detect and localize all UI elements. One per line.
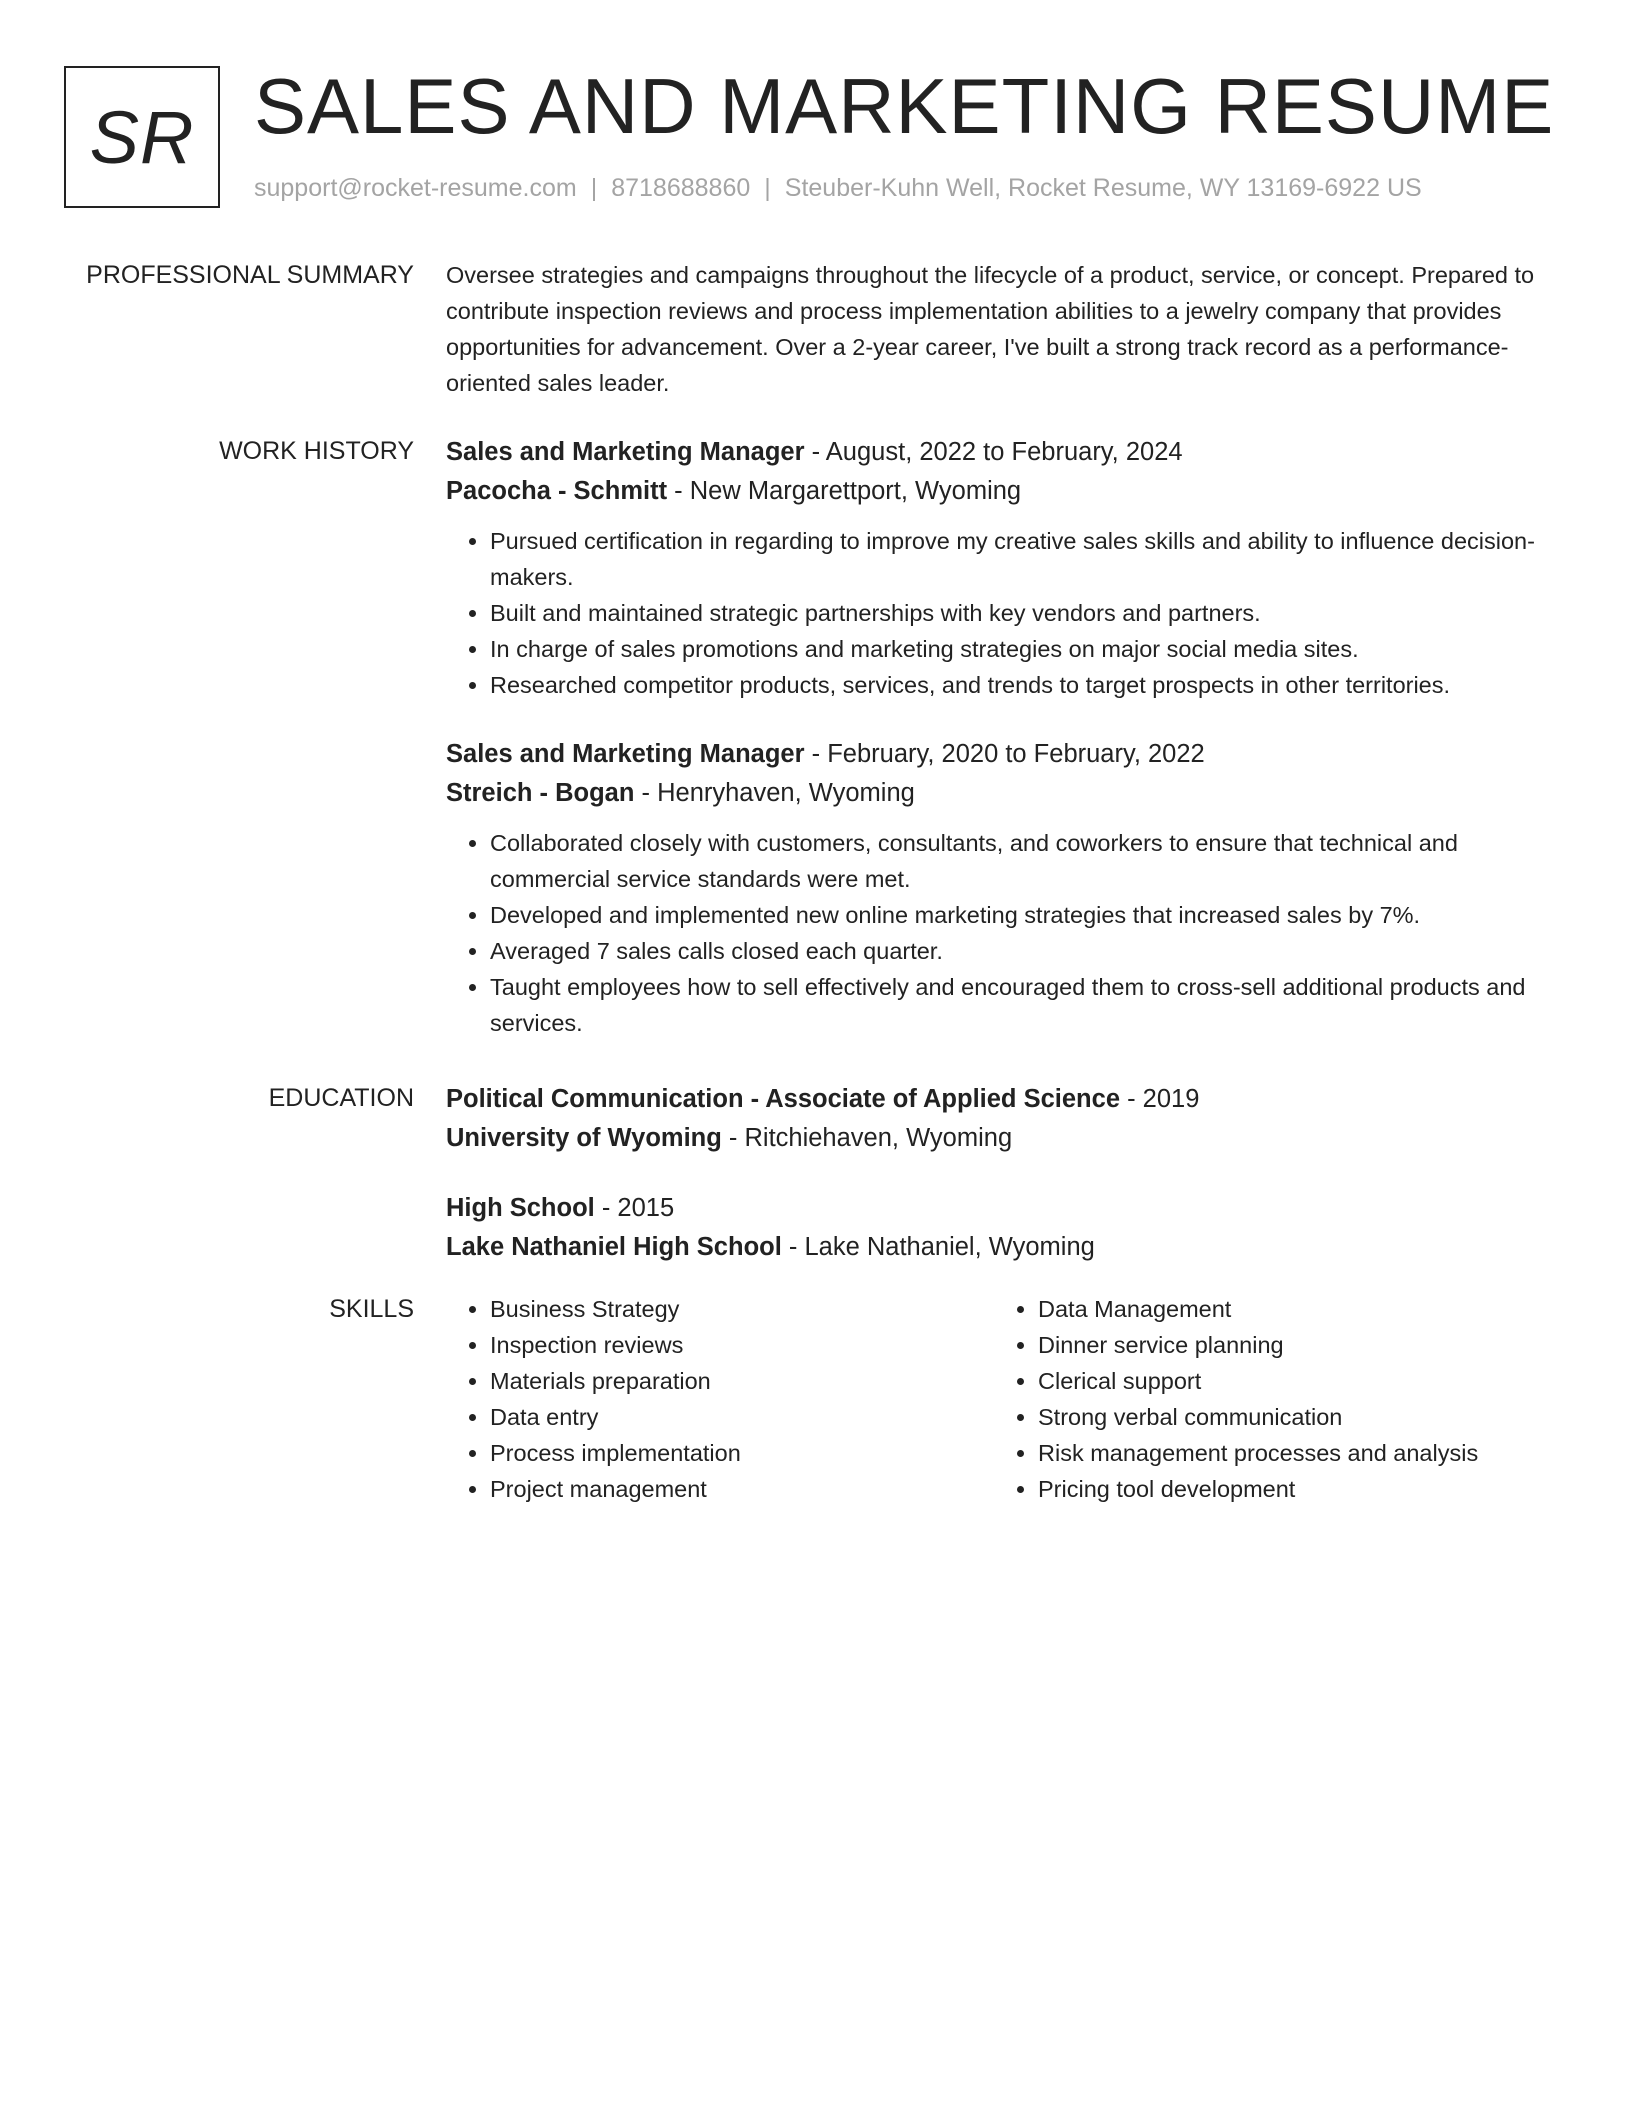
job-company: Pacocha - Schmitt	[446, 477, 668, 505]
job-company: Streich - Bogan	[446, 779, 635, 807]
skills-column-left	[446, 1291, 994, 1507]
skills-column-right	[994, 1291, 1542, 1507]
job-bullet: • Pursued certification in regarding to improve my creative sales skills and ability to influence decision-makers.	[490, 523, 1556, 595]
job-company-line	[446, 774, 1556, 813]
education-year: - 2019	[1120, 1085, 1200, 1113]
contact-line	[254, 174, 1422, 203]
job-bullet: • Averaged 7 sales calls closed each quarter.	[490, 933, 1556, 969]
section-label-summary: PROFESSIONAL SUMMARY	[86, 261, 414, 289]
job-title-line	[446, 735, 1556, 774]
contact-address: Steuber-Kuhn Well, Rocket Resume, WY 13169-6922 US	[784, 174, 1422, 202]
skill-item: • Strong verbal communication	[1038, 1399, 1542, 1435]
education-degree: Political Communication - Associate of Applied Science	[446, 1085, 1120, 1113]
job-entry	[446, 735, 1556, 1041]
job-bullet: • Collaborated closely with customers, consultants, and coworkers to ensure that technical and commercial service standards were met.	[490, 825, 1556, 897]
skills-list	[994, 1291, 1542, 1507]
skills-list	[446, 1291, 994, 1507]
education-school: Lake Nathaniel High School	[446, 1233, 782, 1261]
job-dates: - August, 2022 to February, 2024	[804, 438, 1183, 466]
skill-item: • Business Strategy	[490, 1291, 994, 1327]
education-school-line	[446, 1228, 1556, 1267]
skill-item: • Risk management processes and analysis	[1038, 1435, 1542, 1471]
job-title-line	[446, 433, 1556, 472]
education-location: - Lake Nathaniel, Wyoming	[781, 1233, 1095, 1261]
skill-item: • Dinner service planning	[1038, 1327, 1542, 1363]
education-year: - 2015	[594, 1194, 675, 1222]
work-history-body	[446, 433, 1556, 1041]
job-company-line	[446, 472, 1556, 511]
skill-item: • Materials preparation	[490, 1363, 994, 1399]
skill-item: • Pricing tool development	[1038, 1471, 1542, 1507]
job-bullet: • Researched competitor products, services, and trends to target prospects in other territories.	[490, 667, 1556, 703]
education-degree-line	[446, 1189, 1556, 1228]
job-bullets	[446, 825, 1556, 1041]
skills-body	[446, 1291, 1556, 1507]
education-school-line	[446, 1119, 1556, 1158]
job-bullet: • In charge of sales promotions and marketing strategies on major social media sites.	[490, 631, 1556, 667]
skill-item: • Data Management	[1038, 1291, 1542, 1327]
monogram-logo: SR	[64, 66, 220, 208]
job-location: - Henryhaven, Wyoming	[634, 779, 915, 807]
page-title: SALES AND MARKETING RESUME	[254, 62, 1555, 150]
skill-item: • Clerical support	[1038, 1363, 1542, 1399]
skill-item: • Project management	[490, 1471, 994, 1507]
contact-phone[interactable]: 8718688860	[611, 174, 751, 202]
section-label-skills: SKILLS	[329, 1295, 414, 1323]
education-entry	[446, 1189, 1556, 1267]
job-location: - New Margarettport, Wyoming	[667, 477, 1022, 505]
contact-separator: |	[764, 174, 771, 202]
education-degree: High School	[446, 1194, 595, 1222]
job-bullets	[446, 523, 1556, 703]
contact-separator: |	[590, 174, 598, 202]
job-entry	[446, 433, 1556, 703]
education-location: - Ritchiehaven, Wyoming	[721, 1124, 1013, 1152]
skill-item: • Data entry	[490, 1399, 994, 1435]
job-dates: - February, 2020 to February, 2022	[804, 740, 1205, 768]
job-title: Sales and Marketing Manager	[446, 438, 805, 466]
section-label-work-history: WORK HISTORY	[219, 437, 414, 465]
resume-header	[64, 62, 1568, 212]
summary-text: Oversee strategies and campaigns throughout the lifecycle of a product, service, or concept. Prepared to contribute inspection reviews and process implementation abilities to a jewelry company that provides opportunities for advancement. Over a 2-year career, I've built a strong track record as a performance-oriented sales leader.	[446, 262, 1535, 396]
skill-item: • Process implementation	[490, 1435, 994, 1471]
education-entry	[446, 1080, 1556, 1158]
education-degree-line	[446, 1080, 1556, 1119]
education-body	[446, 1080, 1556, 1267]
skills-columns	[446, 1291, 1556, 1507]
job-bullet: • Built and maintained strategic partnerships with key vendors and partners.	[490, 595, 1556, 631]
job-title: Sales and Marketing Manager	[446, 740, 805, 768]
job-bullet: • Developed and implemented new online marketing strategies that increased sales by 7%.	[490, 897, 1556, 933]
contact-email[interactable]: support@rocket-resume.com	[254, 174, 577, 202]
job-bullet: • Taught employees how to sell effectively and encouraged them to cross-sell additional products and services.	[490, 969, 1556, 1041]
education-school: University of Wyoming	[446, 1124, 722, 1152]
summary-body	[446, 257, 1556, 401]
section-label-education: EDUCATION	[268, 1084, 414, 1112]
skill-item: • Inspection reviews	[490, 1327, 994, 1363]
